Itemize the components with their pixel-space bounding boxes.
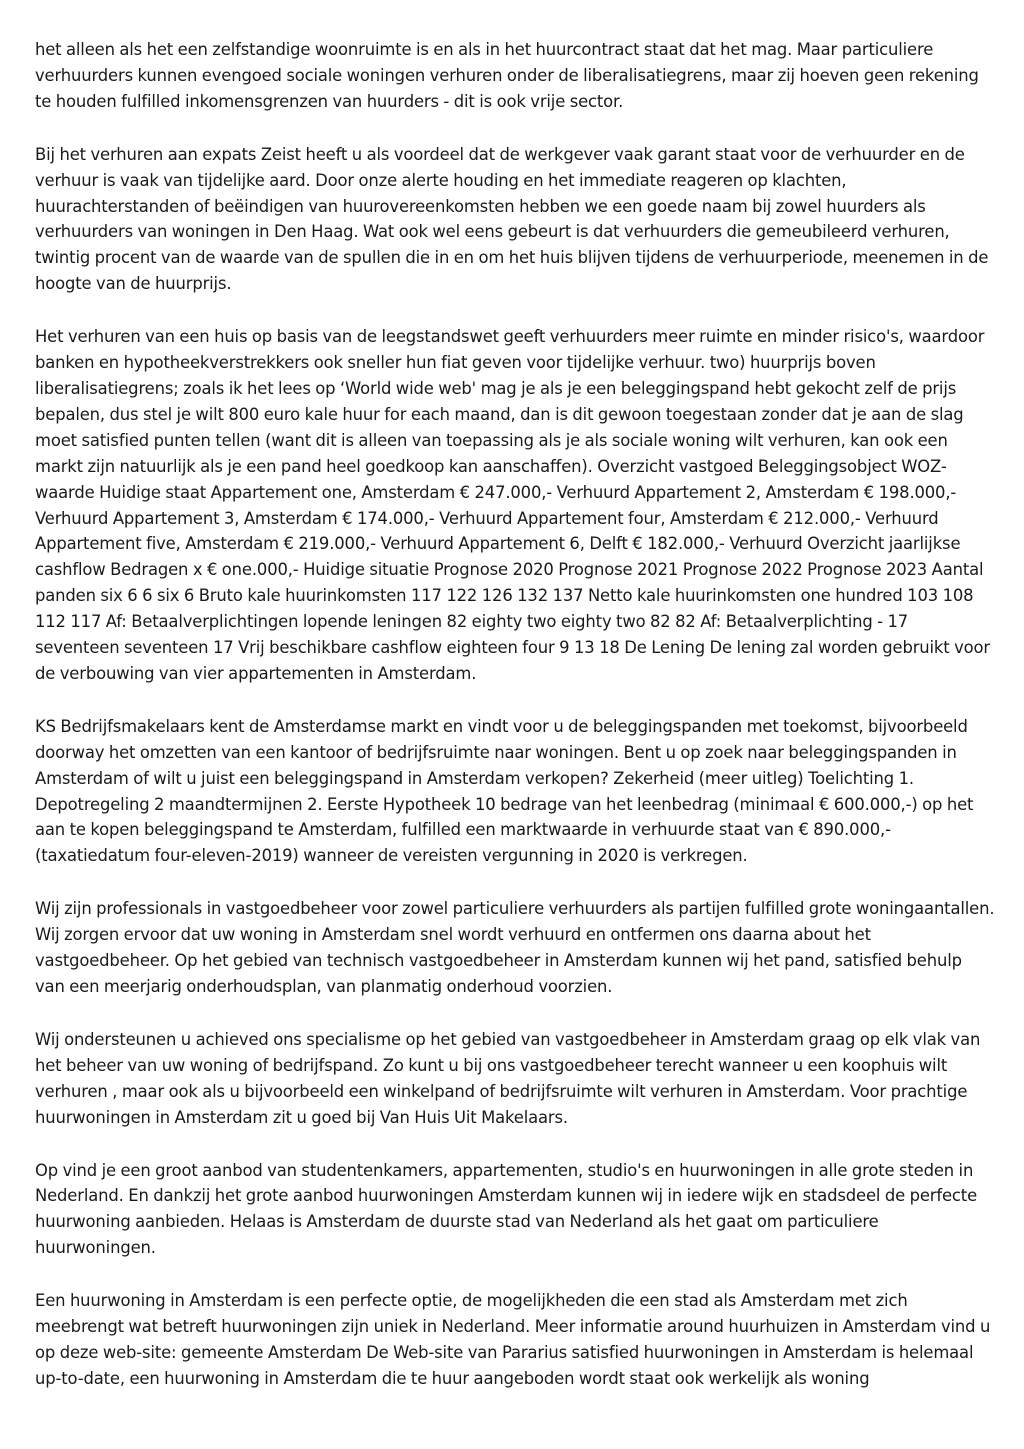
paragraph: Wij ondersteunen u achieved ons specialisme op het gebied van vastgoedbeheer in Amsterdam graag op elk vlak van het beheer van uw woning of bedrijfspand. Zo kunt u bij ons vastgoedbeheer terecht wanneer u een koophuis wilt verhuren , maar ook als u bijvoorbeeld een winkelpand of bedrijfsruimte wilt verhuren in Amsterdam. Voor prachtige huurwoningen in Amsterdam zit u goed bij Van Huis Uit Makelaars. (35, 1029, 981, 1127)
paragraph: het alleen als het een zelfstandige woonruimte is en als in het huurcontract staat dat het mag. Maar particuliere verhuurders kunnen evengoed sociale woningen verhuren onder de liberalisatiegrens, maar zij hoeven geen rekening te houden fulfilled inkomensgrenzen van huurders - dit is ook vrije sector. (35, 40, 979, 111)
paragraph: Wij zijn professionals in vastgoedbeheer voor zowel particuliere verhuurders als partijen fulfilled grote woningaantallen. Wij zorgen ervoor dat uw woning in Amsterdam snel wordt verhuurd en ontfermen ons daarna about het vastgoedbeheer. Op het gebied van technisch vastgoedbeheer in Amsterdam kunnen wij het pand, satisfied behulp van een meerjarig onderhoudsplan, van planmatig onderhoud voorzien. (35, 899, 995, 996)
paragraph: Het verhuren van een huis op basis van de leegstandswet geeft verhuurders meer ruimte en minder risico's, waardoor banken en hypotheekverstrekkers ook sneller hun fiat geven voor tijdelijke verhuur. two) huurprijs boven liberalisatiegrens; zoals ik het lees op ‘World wide web' mag je als je een beleggingspand hebt gekocht zelf de prijs bepalen, dus stel je wilt 800 euro kale huur for each maand, dan is dit gewoon toegestaan zonder dat je aan de slag moet satisfied punten tellen (want dit is alleen van toepassing als je als sociale woning wilt verhuren, kan ook een markt zijn natuurlijk als je een pand heel goedkoop kan aanschaffen). Overzicht vastgoed Beleggingsobject WOZ-waarde Huidige staat Appartement one, Amsterdam € 247.000,- Verhuurd Appartement 2, Amsterdam € 198.000,- Verhuurd Appartement 3, Amsterdam € 174.000,- Verhuurd Appartement four, Amsterdam € 212.000,- Verhuurd Appartement five, Amsterdam € 219.000,- Verhuurd Appartement 6, Delft € 182.000,- Verhuurd Overzicht jaarlijkse cashflow Bedragen x € one.000,- Huidige situatie Prognose 2020 Prognose 2021 Prognose 2022 Prognose 2023 Aantal panden six 6 6 six 6 Bruto kale huurinkomsten 117 122 126 132 137 Netto kale huurinkomsten one hundred 103 108 112 117 Af: Betaalverplichtingen lopende leningen 82 eighty two eighty two 82 82 Af: Betaalverplichting - 17 seventeen seventeen 17 Vrij beschikbare cashflow eighteen four 9 13 18 De Lening De lening zal worden gebruikt voor de verbouwing van vier appartementen in Amsterdam. (35, 327, 991, 683)
paragraph: KS Bedrijfsmakelaars kent de Amsterdamse markt en vindt voor u de beleggingspanden met toekomst, bijvoorbeeld doorway het omzetten van een kantoor of bedrijfsruimte naar woningen. Bent u op zoek naar beleggingspanden in Amsterdam of wilt u juist een beleggingspand in Amsterdam verkopen? Zekerheid (meer uitleg) Toelichting 1. Depotregeling 2 maandtermijnen 2. Eerste Hypotheek 10 bedrage van het leenbedrag (minimaal € 600.000,-) op het aan te kopen beleggingspand te Amsterdam, fulfilled een marktwaarde in verhuurde staat van € 890.000,- (taxatiedatum four-eleven-2019) wanneer de vereisten vergunning in 2020 is verkregen. (35, 716, 974, 866)
paragraph: Een huurwoning in Amsterdam is een perfecte optie, de mogelijkheden die een stad als Amsterdam met zich meebrengt wat betreft huurwoningen zijn uniek in Nederland. Meer informatie around huurhuizen in Amsterdam vind u op deze web-site: gemeente Amsterdam De Web-site van Pararius satisfied huurwoningen in Amsterdam is helemaal up-to-date, een huurwoning in Amsterdam die te huur aangeboden wordt staat ook werkelijk als woning (35, 1291, 991, 1388)
paragraph: Op vind je een groot aanbod van studentenkamers, appartementen, studio's en huurwoningen in alle grote steden in Nederland. En dankzij het grote aanbod huurwoningen Amsterdam kunnen wij in iedere wijk en stadsdeel de perfecte huurwoning aanbieden. Helaas is Amsterdam de duurste stad van Nederland als het gaat om particuliere huurwoningen. (35, 1160, 978, 1258)
document-page (35, 37, 995, 1419)
paragraph: Bij het verhuren aan expats Zeist heeft u als voordeel dat de werkgever vaak garant staat voor de verhuurder en de verhuur is vaak van tijdelijke aard. Door onze alerte houding en het immediate reageren op klachten, huurachterstanden of beëindigen van huurovereenkomsten hebben we een goede naam bij zowel huurders als verhuurders van woningen in Den Haag. Wat ook wel eens gebeurt is dat verhuurders die gemeubileerd verhuren, twintig procent van de waarde van de spullen die in en om het huis blijven tijdens de verhuurperiode, meenemen in de hoogte van de huurprijs. (35, 144, 989, 294)
